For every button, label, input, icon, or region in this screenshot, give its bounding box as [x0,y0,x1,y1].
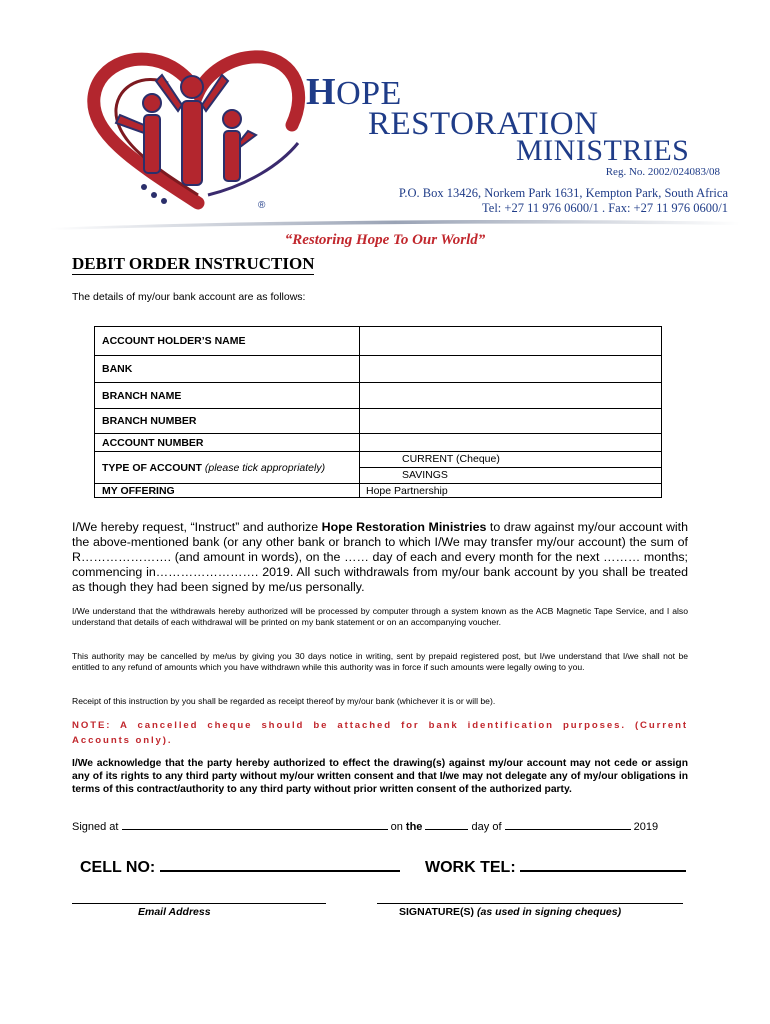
signed-the-label: the [405,821,423,833]
header-swoosh-divider [50,214,740,232]
table-row [95,356,662,383]
org-name-ministries: MINISTRIES [516,134,690,167]
intro-text: The details of my/our bank account are as follows: [72,291,306,303]
acknowledgement-paragraph: I/We acknowledge that the party hereby authorized to effect the drawing(s) against my/our account may not cede or assign any of its rights to any third party without my/our written consent and that I/we may not delegate any of my/our obligations in terms of this contract/authority to any third party without prior written consent of the authorized party. [72,758,688,796]
row-label [95,452,360,484]
table-row [95,327,662,356]
bank-account-table [94,326,662,498]
row-label: BRANCH NAME [95,383,360,409]
row-label: ACCOUNT NUMBER [95,434,360,452]
org-name-hope: HOPE [306,71,402,113]
branch-number-field[interactable] [360,409,662,434]
signature-label-block [399,906,621,918]
work-tel-label: WORK TEL: [425,859,516,876]
postal-address: P.O. Box 13426, Norkem Park 1631, Kempton Park, South Africa [398,186,728,200]
signed-at-label: Signed at [72,821,119,833]
work-tel-field[interactable] [520,855,686,872]
cell-number-line [80,855,400,877]
registered-mark: ® [258,200,266,211]
signed-at-line [72,819,658,833]
bank-field[interactable] [360,356,662,383]
table-row [95,383,662,409]
signed-year: 2019 [633,821,659,833]
account-type-hint: (please tick appropriately) [204,461,326,474]
signed-day-of-label: day of [471,821,502,833]
option-savings[interactable]: SAVINGS [402,469,448,481]
signature-hint: (as used in signing cheques) [476,906,622,918]
work-tel-line [425,855,686,877]
email-address-field[interactable] [72,903,326,904]
receipt-paragraph: Receipt of this instruction by you shall be regarded as receipt thereof by my/our bank (whichever it is or will be). [72,696,496,706]
branch-name-field[interactable] [360,383,662,409]
org-name-inline: Hope Restoration Ministries [321,520,487,534]
row-label: BANK [95,356,360,383]
signed-day-field[interactable] [425,819,468,830]
authorization-paragraph: I/We hereby request, “Instruct” and authorize Hope Restoration Ministries to draw against my/our account with the above-mentioned bank (or any other bank or branch to which I/We may transfer my/our account) the sum of R…………………. (and amount in words), on the …… day of each and every month for the next ……… months; commencing in……………………. 2019. All such withdrawals from my/our bank account by you shall be treated as though they had been signed by me/us personally. [72,520,688,594]
signature-label: SIGNATURE(S) [399,906,475,918]
org-name-restoration: RESTORATION [368,106,599,142]
acb-paragraph: I/We understand that the withdrawals hereby authorized will be processed by computer through a system known as the ACB Magnetic Tape Service, and I also understand that details of each withdrawal will be printed on my bank statement or on an accompanying voucher. [72,606,688,627]
contact-address-block [399,186,728,216]
document-title: DEBIT ORDER INSTRUCTION [72,254,315,273]
account-holder-name-field[interactable] [360,327,662,356]
signed-month-field[interactable] [505,819,631,830]
account-type-options [360,452,662,484]
row-label: MY OFFERING [95,484,360,498]
cell-number-field[interactable] [160,855,400,872]
table-row [95,434,662,452]
ministry-logo [80,45,310,215]
option-current-cheque[interactable]: CURRENT (Cheque) [360,452,661,468]
cancellation-paragraph: This authority may be cancelled by me/us by giving you 30 days notice in writing, sent by prepaid registered post, but I/we understand that I/we shall not be entitled to any refund of amounts which you have withdrawn while this authority was in force if such amounts were legally owing to you. [72,651,688,672]
email-address-label: Email Address [138,906,211,918]
signed-at-place-field[interactable] [122,819,388,830]
signature-field[interactable] [377,903,683,904]
row-label: ACCOUNT HOLDER’S NAME [95,327,360,356]
registration-number: Reg. No. 2002/024083/08 [605,166,720,178]
cell-label: CELL NO: [80,859,156,876]
offering-value: Hope Partnership [360,484,662,498]
account-type-label: TYPE OF ACCOUNT [102,461,202,474]
row-label: BRANCH NUMBER [95,409,360,434]
cancelled-cheque-note: NOTE: A cancelled cheque should be attached for bank identification purposes. (Current Accounts only). [72,720,688,746]
table-row [95,452,662,484]
account-number-field[interactable] [360,434,662,452]
phone-fax: Tel: +27 11 976 0600/1 . Fax: +27 11 976 0600/1 [482,201,728,215]
table-row [95,484,662,498]
tagline: “Restoring Hope To Our World” [284,232,486,248]
cross-h-icon: H [306,71,337,113]
table-row [95,409,662,434]
signed-on-label: on [390,821,403,833]
